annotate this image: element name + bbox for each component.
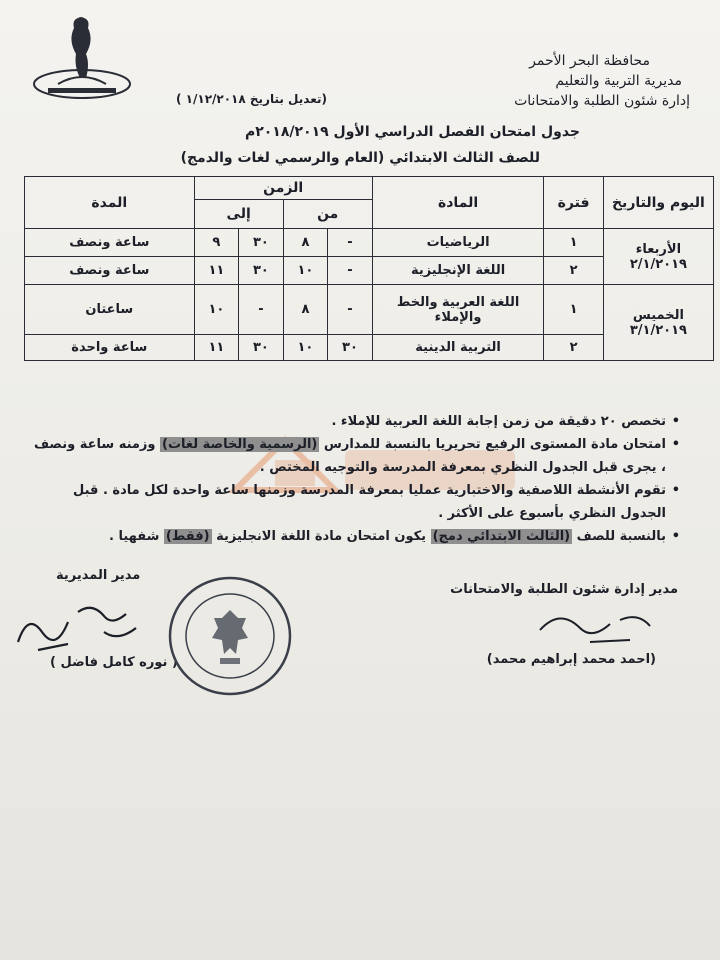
duration-cell: ساعة ونصف <box>25 229 195 257</box>
to-minute-cell: ٣٠ <box>239 257 284 285</box>
right-signatory-name: (احمد محمد إبراهيم محمد) <box>486 652 656 667</box>
note-text: تخصص ٢٠ دقيقة من زمن إجابة اللغة العربية للإملاء . <box>331 414 666 429</box>
note-item <box>30 433 680 479</box>
left-signature-icon <box>8 592 158 662</box>
subject-cell: الرياضيات <box>372 229 544 257</box>
duration-cell: ساعة ونصف <box>25 257 195 285</box>
to-minute-cell: ٣٠ <box>239 229 284 257</box>
governorate-label: محافظة البحر الأحمر <box>529 53 650 69</box>
from-hour-cell: ١٠ <box>283 257 328 285</box>
note-text: بالنسبة للصف <box>576 529 666 544</box>
department-label: إدارة شئون الطلبة والامتحانات <box>514 93 690 109</box>
day-date: ٣/١/٢٠١٩ <box>629 322 687 338</box>
day-cell <box>603 229 713 285</box>
exam-schedule-table <box>24 176 714 361</box>
period-cell: ٢ <box>544 335 603 361</box>
table-row <box>25 229 714 257</box>
left-signatory-title: مدير المديرية <box>56 568 141 583</box>
duration-cell: ساعة واحدة <box>25 335 195 361</box>
to-minute-cell: ٣٠ <box>239 335 284 361</box>
directorate-logo-icon <box>28 10 136 102</box>
left-signatory-name: ( نوره كامل فاضل ) <box>50 655 178 670</box>
from-hour-cell: ٨ <box>283 229 328 257</box>
header-duration: المدة <box>25 177 195 229</box>
from-minute-cell: - <box>328 229 373 257</box>
directorate-label: مديرية التربية والتعليم <box>555 73 682 89</box>
header-to: إلى <box>194 200 283 229</box>
header-time: الزمن <box>194 177 372 200</box>
from-hour-cell: ١٠ <box>283 335 328 361</box>
table-header-row <box>25 177 714 200</box>
note-text: شفهيا . <box>108 529 160 544</box>
period-cell: ١ <box>544 229 603 257</box>
official-stamp-icon <box>166 574 294 698</box>
note-highlight: (الرسمية والخاصة لغات) <box>162 437 318 452</box>
note-item <box>30 479 680 525</box>
to-hour-cell: ١٠ <box>194 285 239 335</box>
day-name: الخميس <box>632 307 684 323</box>
duration-cell: ساعتان <box>25 285 195 335</box>
note-highlight: (الثالث الابتدائي دمج) <box>432 529 571 544</box>
note-item <box>30 410 680 433</box>
header-from: من <box>283 200 372 229</box>
from-minute-cell: ٣٠ <box>328 335 373 361</box>
note-text: امتحان مادة المستوى الرفيع تحريريا بالنسبة للمدارس <box>323 437 666 452</box>
day-cell <box>603 285 713 361</box>
note-text: يكون امتحان مادة اللغة الانجليزية <box>216 529 427 544</box>
note-text: وزمنه ساعة ونصف ، يجرى قبل الجدول النظري بمعرفة المدرسة والتوجيه المختص . <box>33 437 666 475</box>
notes-list <box>30 410 680 548</box>
header-period: فترة <box>544 177 603 229</box>
revision-note: (تعديل بتاريخ ١/١٢/٢٠١٨ ) <box>176 92 327 106</box>
note-text: تقوم الأنشطة اللاصفية والاختبارية عمليا بمعرفة المدرسة وزمنها ساعة واحدة لكل مادة . قبل الجدول النظري بأسبوع على الأكثر . <box>73 483 666 521</box>
right-signatory-title: مدير إدارة شئون الطلبة والامتحانات <box>450 582 678 597</box>
note-highlight: (فقط) <box>165 529 210 544</box>
header-day-date: اليوم والتاريخ <box>603 177 713 229</box>
schedule-title: جدول امتحان الفصل الدراسي الأول ٢٠١٨/٢٠١٩م <box>244 124 580 140</box>
subject-cell: التربية الدينية <box>372 335 544 361</box>
to-hour-cell: ٩ <box>194 229 239 257</box>
to-hour-cell: ١١ <box>194 257 239 285</box>
subject-cell: اللغة العربية والخط والإملاء <box>372 285 544 335</box>
day-date: ٢/١/٢٠١٩ <box>629 256 687 272</box>
from-hour-cell: ٨ <box>283 285 328 335</box>
to-hour-cell: ١١ <box>194 335 239 361</box>
to-minute-cell: - <box>239 285 284 335</box>
table-row <box>25 285 714 335</box>
day-name: الأربعاء <box>635 241 682 257</box>
period-cell: ٢ <box>544 257 603 285</box>
note-item <box>30 525 680 548</box>
subject-cell: اللغة الإنجليزية <box>372 257 544 285</box>
period-cell: ١ <box>544 285 603 335</box>
schedule-subtitle: للصف الثالث الابتدائي (العام والرسمي لغات والدمج) <box>180 150 540 166</box>
from-minute-cell: - <box>328 257 373 285</box>
right-signature-icon <box>520 600 670 652</box>
from-minute-cell: - <box>328 285 373 335</box>
header-subject: المادة <box>372 177 544 229</box>
